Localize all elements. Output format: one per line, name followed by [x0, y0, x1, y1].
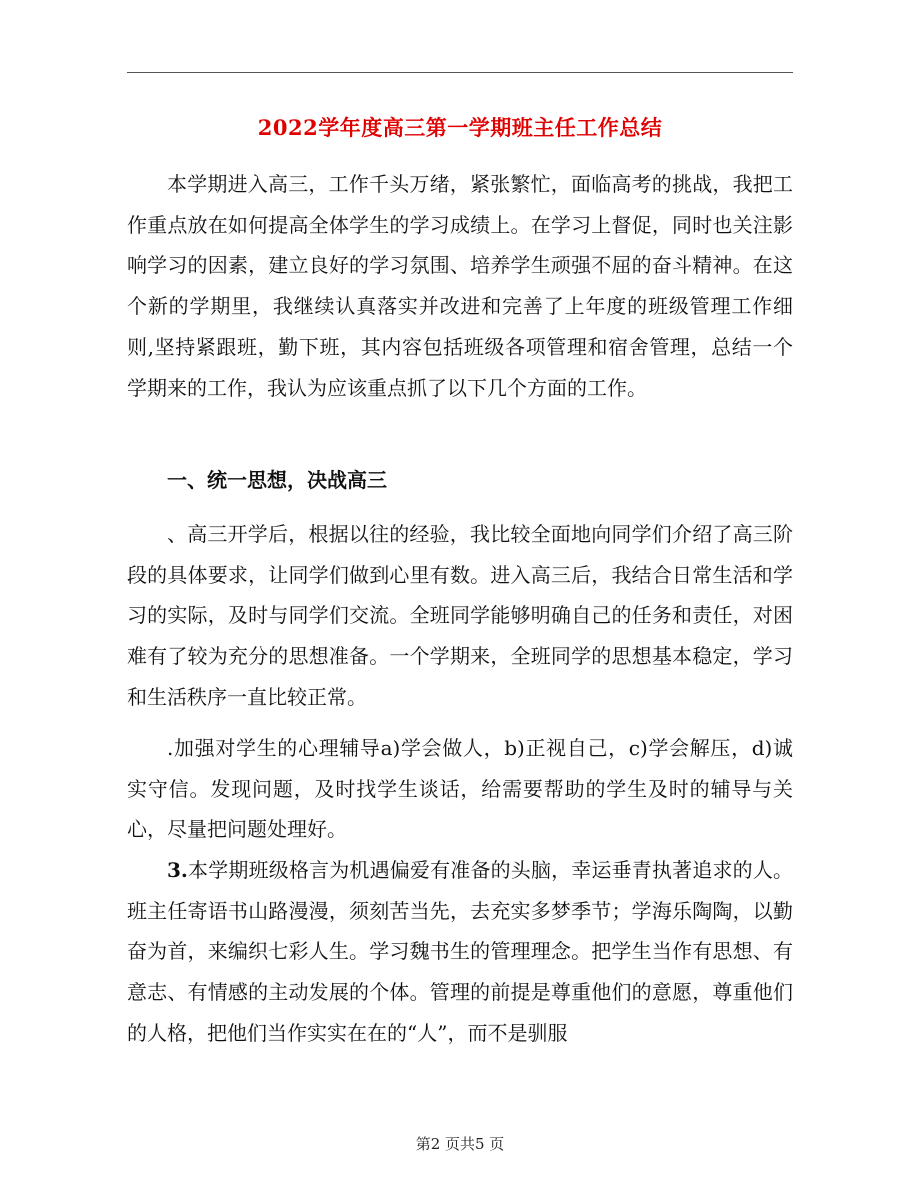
document-title: 2022学年度高三第一学期班主任工作总结	[257, 115, 663, 140]
paragraph-psychological-counseling: .加强对学生的心理辅导a)学会做人，b)正视自己，c)学会解压，d)诚实守信。发现问题，及时找学生谈话，给需要帮助的学生及时的辅导与关心，尽量把问题处理好。	[127, 736, 793, 842]
header-rule	[127, 72, 793, 73]
intro-paragraph: 本学期进入高三，工作千头万绪，紧张繁忙，面临高考的挑战，我把工作重点放在如何提高全体学生的学习成绩上。在学习上督促，同时也关注影响学习的因素，建立良好的学习氛围、培养学生顽强不屈的奋斗精神。在这个新的学期里，我继续认真落实并改进和完善了上年度的班级管理工作细则,坚持紧跟班，勤下班，其内容包括班级各项管理和宿舍管理，总结一个学期来的工作，我认为应该重点抓了以下几个方面的工作。	[127, 172, 793, 400]
paragraph-number: 3.	[167, 858, 188, 882]
page-footer: 第2 页共5 页	[415, 1135, 505, 1153]
paragraph-grade-three-start: 、高三开学后，根据以往的经验，我比较全面地向同学们介绍了高三阶段的具体要求，让同学们做到心里有数。进入高三后，我结合日常生活和学习的实际，及时与同学们交流。全班同学能够明确自己的任务和责任，对困难有了较为充分的思想准备。一个学期来，全班同学的思想基本稳定，学习和生活秩序一直比较正常。	[127, 522, 793, 709]
section-heading: 一、统一思想，决战高三	[167, 468, 387, 492]
paragraph-class-motto-text: 本学期班级格言为机遇偏爱有准备的头脑，幸运垂青执著追求的人。班主任寄语书山路漫漫，须刻苦当先，去充实多梦季节；学海乐陶陶，以勤奋为首，来编织七彩人生。学习魏书生的管理理念。把学生当作有思想、有意志、有情感的主动发展的个体。管理的前提是尊重他们的意愿，尊重他们的人格，把他们当作实实在在的“人”，而不是驯服	[127, 858, 793, 1045]
paragraph-class-motto	[127, 850, 793, 1054]
